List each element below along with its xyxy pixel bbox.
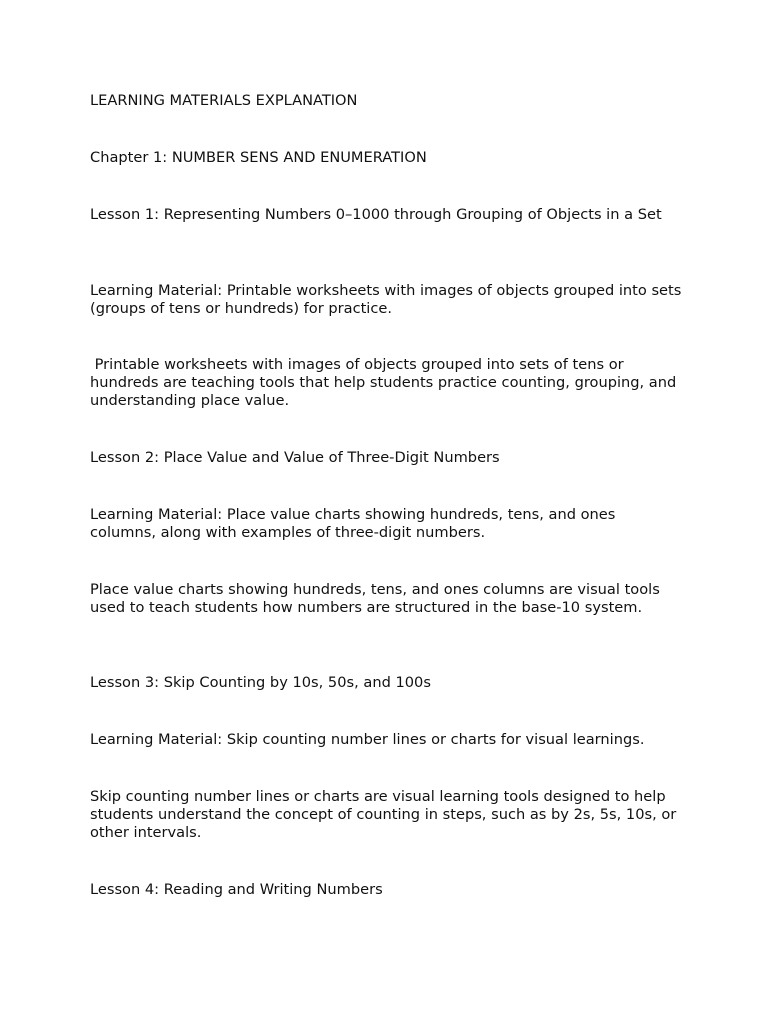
- lesson-2-explanation: Place value charts showing hundreds, tens, and ones columns are visual tools used to teach students how numbers are structured in the base-10 system.: [90, 581, 665, 616]
- lesson-3-heading: Lesson 3: Skip Counting by 10s, 50s, and 100s: [90, 674, 431, 691]
- lesson-1-explanation: Printable worksheets with images of objects grouped into sets of tens or hundreds are teaching tools that help students practice counting, grouping, and understanding place value.: [90, 356, 681, 409]
- lesson-2-learning-material: Learning Material: Place value charts showing hundreds, tens, and ones columns, along with examples of three-digit numbers.: [90, 506, 621, 541]
- chapter-heading: Chapter 1: NUMBER SENS AND ENUMERATION: [90, 149, 427, 166]
- document-title: LEARNING MATERIALS EXPLANATION: [90, 92, 358, 109]
- lesson-4-heading: Lesson 4: Reading and Writing Numbers: [90, 881, 383, 898]
- lesson-3-learning-material: Learning Material: Skip counting number lines or charts for visual learnings.: [90, 731, 645, 748]
- lesson-3-explanation: Skip counting number lines or charts are visual learning tools designed to help students understand the concept of counting in steps, such as by 2s, 5s, 10s, or other intervals.: [90, 788, 681, 841]
- lesson-1-learning-material: Learning Material: Printable worksheets with images of objects grouped into sets (groups of tens or hundreds) for practice.: [90, 282, 687, 317]
- lesson-1-heading: Lesson 1: Representing Numbers 0–1000 through Grouping of Objects in a Set: [90, 206, 662, 223]
- lesson-2-heading: Lesson 2: Place Value and Value of Three-Digit Numbers: [90, 449, 500, 466]
